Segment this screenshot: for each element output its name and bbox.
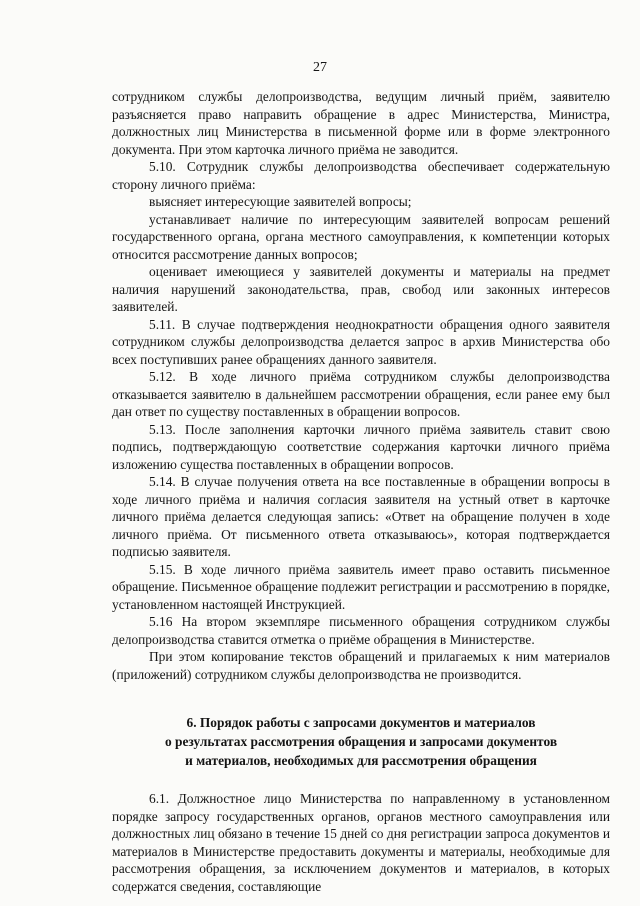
paragraph: При этом копирование текстов обращений и прилагаемых к ним материалов (приложений) сотрудником службы делопроизводства не производится. bbox=[112, 649, 610, 682]
paragraph: 5.13. После заполнения карточки личного приёма заявитель ставит свою подпись, подтверждающую соответствие содержания карточки личного приёма изложению существа поставленных в обращении вопросов. bbox=[112, 421, 610, 472]
paragraph: выясняет интересующие заявителей вопросы; bbox=[149, 194, 412, 209]
paragraph: 5.15. В ходе личного приёма заявитель имеет право оставить письменное обращение. Письменное обращение подлежит регистрации и рассмотрению в порядке, установленном настоящей Инструкцией. bbox=[112, 561, 610, 612]
paragraph: сотрудником службы делопроизводства, ведущим личный приём, заявителю разъясняется право направить обращение в адрес Министерства, Министра, должностных лиц Министерства в письменной форме или в форме электронного документа. При этом карточка личного приёма не заводится. bbox=[112, 89, 610, 157]
paragraph: 6.1. Должностное лицо Министерства по направленному в установленном порядке запросу государственных органов, органов местного самоуправления или должностных лиц обязано в течение 15 дней со дня регистрации запроса документов и материалов в Министерстве предоставить документы и материалы, необходимые для рассмотрения обращения, за исключением документов и материалов, в которых содержатся сведения, составляющие bbox=[112, 791, 610, 894]
paragraph: 5.14. В случае получения ответа на все поставленные в обращении вопросы в ходе личного приёма и наличия согласия заявителя на устный ответ в карточке личного приёма делается следующая запись: «Ответ на обращение получен в ходе личного приёма. От письменного ответа отказываюсь», которая подтверждается подписью заявителя. bbox=[112, 474, 610, 559]
section-heading-line: 6. Порядок работы с запросами документов и материалов bbox=[186, 715, 536, 730]
section-heading-line: и материалов, необходимых для рассмотрения обращения bbox=[185, 753, 537, 768]
paragraph: 5.10. Сотрудник службы делопроизводства обеспечивает содержательную сторону личного приёма: bbox=[112, 159, 610, 192]
page-number: 27 bbox=[313, 60, 327, 75]
paragraph: устанавливает наличие по интересующим заявителей вопросам решений государственного органа, органа местного самоуправления, к компетенции которых относится рассмотрение данных вопросов; bbox=[112, 211, 610, 262]
document-body bbox=[112, 88, 610, 895]
section-heading-line: о результатах рассмотрения обращения и запросами документов bbox=[164, 734, 558, 749]
paragraph: 5.11. В случае подтверждения неоднократности обращения одного заявителя сотрудником службы делопроизводства делается запрос в архив Министерства обо всех поступивших ранее обращениях данного заявителя. bbox=[112, 316, 610, 367]
paragraph: 5.16 На втором экземпляре письменного обращения сотрудником службы делопроизводства ставится отметка о приёме обращения в Министерстве. bbox=[112, 614, 610, 647]
paragraph: оценивает имеющиеся у заявителей документы и материалы на предмет наличия нарушений законодательства, прав, свобод или законных интересов заявителей. bbox=[112, 264, 610, 314]
paragraph: 5.12. В ходе личного приёма сотрудником службы делопроизводства отказывается заявителю в дальнейшем рассмотрении обращения, если ранее ему был дан ответ по существу поставленных в обращении вопросов. bbox=[112, 369, 610, 419]
section-heading bbox=[112, 713, 610, 770]
